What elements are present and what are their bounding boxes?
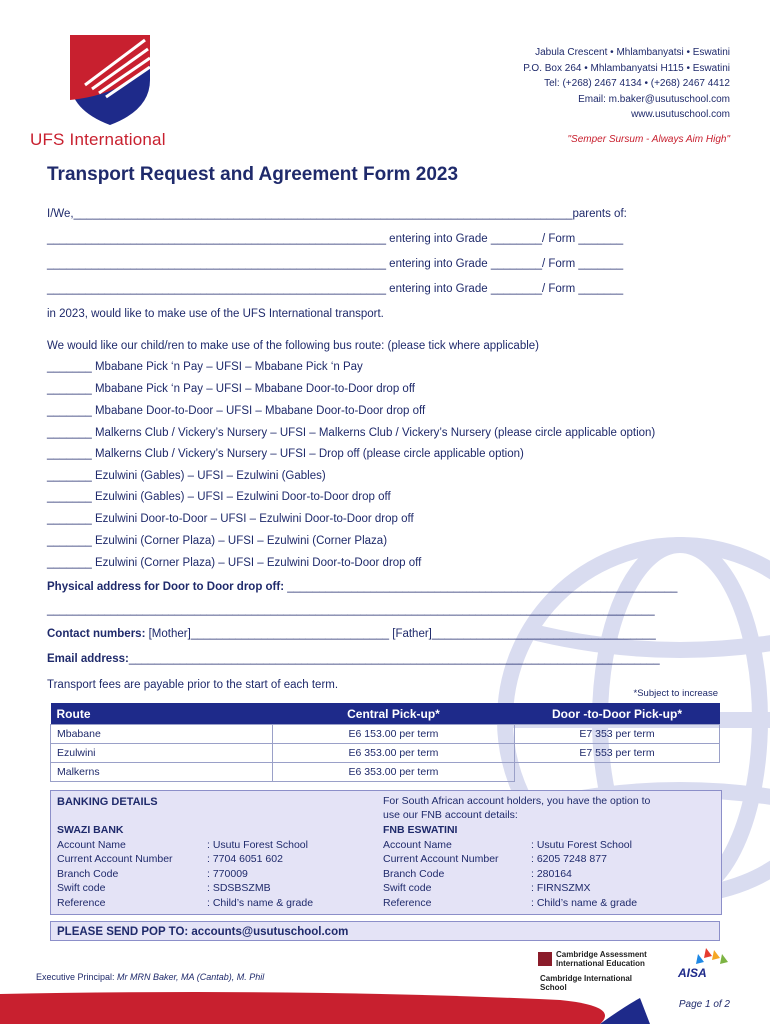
route-option[interactable]: _______ Mbabane Door-to-Door – UFSI – Mbabane Door-to-Door drop off (47, 405, 426, 417)
central-fee-cell: E6 353.00 per term (273, 763, 515, 782)
physical-address-label: Physical address for Door to Door drop off: (47, 581, 285, 593)
table-row (51, 725, 720, 744)
aisa-logo (676, 946, 736, 986)
address-line: Jabula Crescent • Mhlambanyatsi • Eswatini (535, 47, 730, 58)
bank-value: : FIRNSZMX (531, 882, 591, 894)
banking-details-box (50, 790, 722, 915)
sa-note: use our FNB account details: (383, 809, 518, 821)
table-row (51, 744, 720, 763)
email-line: Email: m.baker@usutuschool.com (578, 93, 730, 105)
banking-heading: BANKING DETAILS (57, 796, 158, 808)
website-line: www.usutuschool.com (631, 109, 730, 120)
contact-numbers-field[interactable] (47, 628, 656, 640)
executive-principal (36, 972, 264, 982)
email-label: Email address: (47, 653, 129, 665)
child-line-2[interactable]: _____________________________________________________ entering into Grade ________/ Form _______ (47, 258, 624, 270)
exec-name: Mr MRN Baker, MA (Cantab), M. Phil (114, 972, 265, 982)
parents-line[interactable]: I/We,______________________________________________________________________________parents of: (47, 208, 627, 220)
fees-note: Transport fees are payable prior to the start of each term. (47, 679, 339, 691)
cambridge-line-2: International Education (556, 959, 645, 968)
route-option[interactable]: _______ Ezulwini (Corner Plaza) – UFSI – Ezulwini Door-to-Door drop off (47, 557, 422, 569)
bank-value: : Usutu Forest School (207, 839, 308, 851)
bank-value: : Child’s name & grade (531, 897, 638, 909)
bank-value: : Child’s name & grade (207, 897, 314, 909)
col-door-to-door: Door -to-Door Pick-up* (515, 703, 720, 725)
bank-label: Branch Code (57, 868, 119, 880)
route-option[interactable]: _______ Malkerns Club / Vickery’s Nursery – UFSI – Malkerns Club / Vickery’s Nursery (please circle applicable option) (47, 427, 656, 439)
school-crest-logo (30, 25, 190, 125)
email-field[interactable] (47, 653, 660, 665)
route-option[interactable]: _______ Mbabane Pick ‘n Pay – UFSI – Mbabane Door-to-Door drop off (47, 383, 415, 395)
page-number: Page 1 of 2 (678, 999, 730, 1010)
bank-label: Current Account Number (383, 853, 499, 865)
route-option[interactable]: _______ Malkerns Club / Vickery’s Nursery – UFSI – Drop off (please circle applicable option) (47, 448, 524, 460)
intent-text: in 2023, would like to make use of the UFS International transport. (47, 308, 384, 320)
form-title: Transport Request and Agreement Form 2023 (47, 164, 459, 185)
bank-label: Current Account Number (57, 853, 173, 865)
cambridge-logo (538, 950, 658, 992)
bank-label: Account Name (57, 839, 126, 851)
route-cell: Mbabane (51, 725, 273, 744)
fnb-heading: FNB ESWATINI (383, 824, 458, 836)
bank-label: Account Name (383, 839, 452, 851)
route-option[interactable]: _______ Ezulwini (Corner Plaza) – UFSI – Ezulwini (Corner Plaza) (47, 535, 388, 547)
child-line-1[interactable]: _____________________________________________________ entering into Grade ________/ Form _______ (47, 233, 624, 245)
exec-label: Executive Principal: (36, 972, 115, 982)
door-fee-cell: E7 553 per term (515, 744, 720, 763)
bank-label: Swift code (383, 882, 432, 894)
email-blank[interactable]: ___________________________________________________________________________________ (128, 653, 660, 665)
col-route: Route (51, 703, 273, 725)
bank-value: : Usutu Forest School (531, 839, 632, 851)
central-fee-cell: E6 353.00 per term (273, 744, 515, 763)
cambridge-line-1: Cambridge Assessment (556, 950, 647, 959)
phone-line: Tel: (+268) 2467 4134 • (+268) 2467 4412 (544, 78, 730, 89)
route-option[interactable]: _______ Ezulwini (Gables) – UFSI – Ezulwini Door-to-Door drop off (47, 491, 391, 503)
swazi-bank-heading: SWAZI BANK (57, 824, 124, 836)
bank-value: : 280164 (531, 868, 572, 880)
logo-wordmark: UFS International (30, 130, 166, 149)
bank-label: Reference (57, 897, 106, 909)
subject-to-increase-note: *Subject to increase (633, 688, 718, 699)
col-central-pickup: Central Pick-up* (273, 703, 515, 725)
physical-address-blank[interactable]: _____________________________________________________________ (284, 581, 678, 593)
bank-value: : 770009 (207, 868, 248, 880)
bank-value: : 6205 7248 877 (531, 853, 607, 865)
cambridge-line-3: Cambridge International School (540, 974, 633, 992)
contact-numbers-label: Contact numbers: (47, 628, 146, 640)
bank-label: Swift code (57, 882, 106, 894)
door-fee-cell: E7 353 per term (515, 725, 720, 744)
sa-note: For South African account holders, you have the option to (383, 795, 651, 807)
route-option[interactable]: _______ Mbabane Pick ‘n Pay – UFSI – Mbabane Pick ‘n Pay (47, 361, 363, 373)
physical-address-field[interactable] (47, 581, 677, 593)
fees-table (50, 703, 720, 782)
bank-value: : 7704 6051 602 (207, 853, 283, 865)
door-fee-cell (515, 763, 720, 782)
bank-label: Reference (383, 897, 432, 909)
physical-address-line-2[interactable]: _______________________________________________________________________________________________ (47, 604, 655, 616)
table-row (51, 763, 720, 782)
route-cell: Malkerns (51, 763, 273, 782)
bank-value: : SDSBSZMB (207, 882, 271, 894)
route-option[interactable]: _______ Ezulwini (Gables) – UFSI – Ezulwini (Gables) (47, 470, 326, 482)
footer-swoosh (0, 986, 770, 1024)
bank-label: Branch Code (383, 868, 445, 880)
fees-table-header (51, 703, 720, 725)
child-line-3[interactable]: _____________________________________________________ entering into Grade ________/ Form _______ (47, 283, 624, 295)
aisa-text: AISA (678, 966, 707, 980)
address-line: P.O. Box 264 • Mhlambanyatsi H115 • Eswatini (523, 62, 730, 74)
cambridge-crest-icon (538, 952, 552, 966)
central-fee-cell: E6 153.00 per term (273, 725, 515, 744)
send-pop-notice: PLEASE SEND POP TO: accounts@usutuschool.com (50, 921, 720, 941)
school-motto: "Semper Sursum - Always Aim High" (567, 134, 730, 145)
route-cell: Ezulwini (51, 744, 273, 763)
routes-intro: We would like our child/ren to make use of the following bus route: (please tick where applicable) (47, 340, 539, 352)
route-option[interactable]: _______ Ezulwini Door-to-Door – UFSI – Ezulwini Door-to-Door drop off (47, 513, 414, 525)
school-address (410, 45, 730, 123)
contact-numbers-blanks[interactable]: [Mother]_______________________________ [Father]___________________________________ (145, 628, 656, 640)
